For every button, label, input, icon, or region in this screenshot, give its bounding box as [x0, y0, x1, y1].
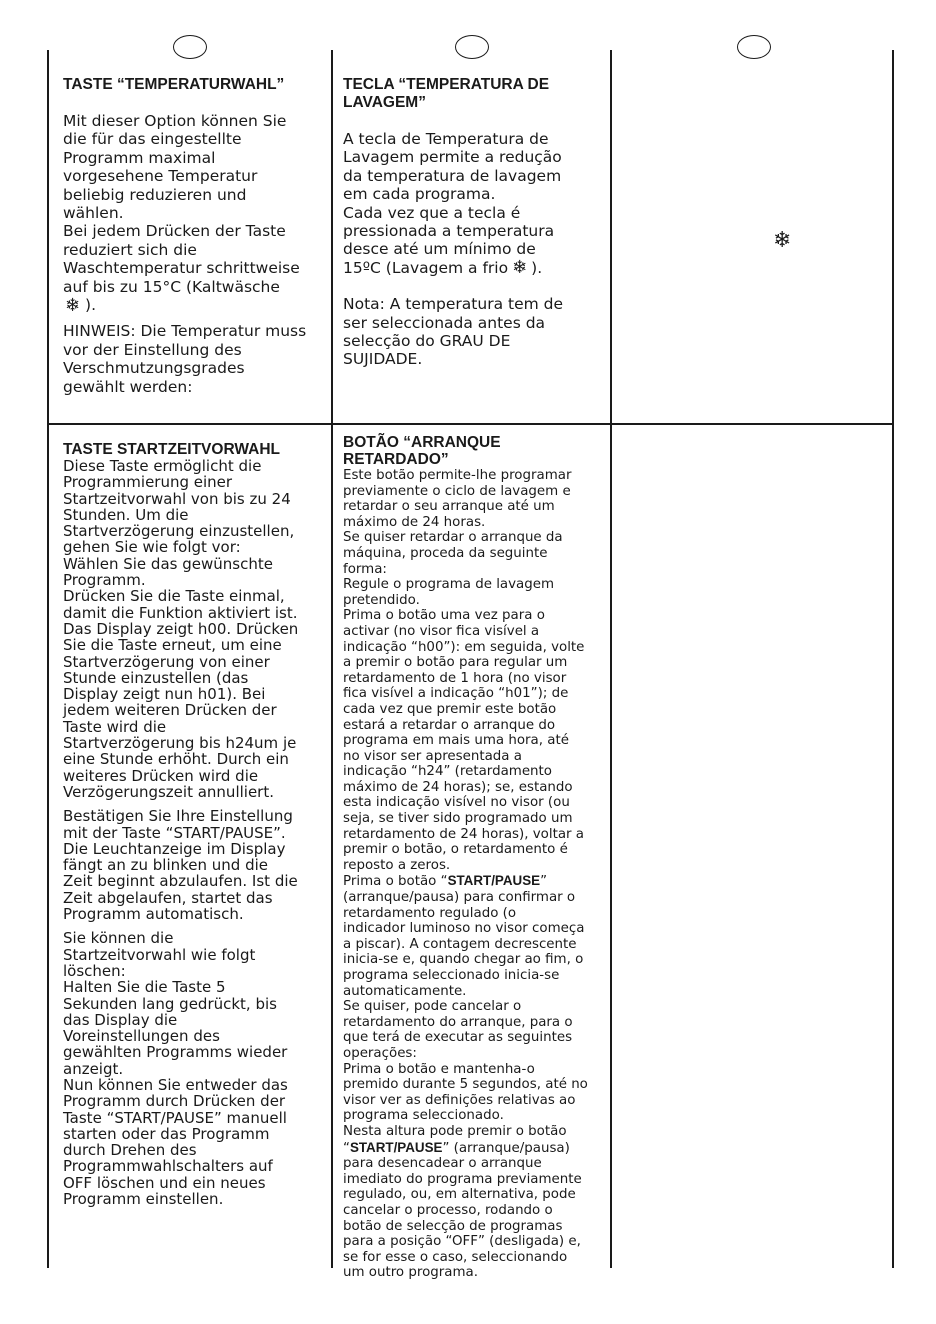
snowflake-icon: ❄: [773, 228, 792, 253]
de-temperature-text: [63, 112, 325, 314]
pt-delay-start-pause-2: START/PAUSE: [349, 1139, 443, 1155]
row-divider: [47, 423, 894, 425]
language-marker-third: [737, 35, 771, 59]
de-temperature-para-end: ).: [85, 296, 97, 315]
pt-temperature-para-end: ).: [531, 258, 543, 277]
snowflake-icon: ❄: [65, 294, 81, 316]
pt-delay-para2: [343, 873, 608, 1139]
pt-delay-para2-pre: Prima o botão “: [343, 874, 448, 890]
de-delay-para3: Sie können die Startzeitvorwahl wie folgt löschen: Halten Sie die Taste 5 Sekunden lang gedrückt, bis das Display die Voreinstellungen des gewählten Programms wieder anzeigt. Nun können Sie entweder das Programm durch Drücken der Taste “START/PAUSE” manuell starten oder das Programm durch Drehen des Programmwahlschalters auf OFF löschen und ein neues Programm einstellen.: [63, 929, 288, 1209]
pt-temperature-text: [343, 130, 605, 277]
de-temperature-section: [63, 76, 325, 396]
pt-temperature-heading: TECLA “TEMPERATURA DE LAVAGEM”: [343, 76, 550, 111]
de-temperature-para: Mit dieser Option können Sie die für das eingestellte Programm maximal vorgesehene Temperatur beliebig reduzieren und wählen. Bei jedem Drücken der Taste reduziert sich die Waschtemperatur schrittweise auf bis zu 15°C (Kaltwäsche: [63, 112, 300, 296]
pt-delay-start-pause: START/PAUSE: [447, 873, 541, 889]
pt-delay-para3: [343, 1140, 608, 1281]
pt-temperature-section: [343, 76, 605, 369]
right-border: [892, 50, 894, 1268]
pt-delay-heading: BOTÃO “ARRANQUE RETARDADO”: [343, 434, 501, 468]
snowflake-icon: ❄: [512, 257, 528, 279]
de-temperature-heading: TASTE “TEMPERATURWAHL”: [63, 76, 285, 93]
de-delay-section: [63, 441, 328, 1207]
pt-delay-para3-post: ” (arranque/pausa) para desencadear o arranque imediato do programa previamente regulado, ou, em alternativa, pode cancelar o processo, rodando o botão de selecção de programas para a posição “OFF” (desligada) e, se for esse o caso, seleccionando um outro programa.: [343, 1140, 582, 1281]
de-temperature-note: HINWEIS: Die Temperatur muss vor der Einstellung des Verschmutzungsgrades gewählt werden:: [63, 322, 307, 396]
pt-temperature-para: A tecla de Temperatura de Lavagem permite a redução da temperatura de lavagem em cada programa. Cada vez que a tecla é pressionada a temperatura desce até um mínimo de 15ºC (Lavagem a frio: [343, 130, 562, 277]
pt-temperature-note: Nota: A temperatura tem de ser seleccionada antes da selecção do GRAU DE SUJIDADE.: [343, 295, 564, 369]
pt-delay-para1: Este botão permite-lhe programar previamente o ciclo de lavagem e retardar o seu arranque até um máximo de 24 horas. Se quiser retardar o arranque da máquina, proceda da seguinte forma: Regule o programa de lavagem pretendido. Prima o botão uma vez para o activar (no visor fica visível a indicação “h00”): em seguida, volte a premir o botão para regular um retardamento de 1 hora (no visor fica visível a indicação “h01”); de cada vez que premir este botão estará a retardar o arranque do programa em mais uma hora, até no visor ser apresentada a indicação “h24” (retardamento máximo de 24 horas); se, estando esta indicação visível no visor (ou seja, se tiver sido programado um retardamento de 24 horas), voltar a premir o botão, o retardamento é reposto a zeros.: [343, 468, 585, 873]
column-divider-1: [331, 50, 333, 1268]
pt-delay-para3-pre: “: [343, 1140, 350, 1156]
pt-delay-section: [343, 434, 608, 1281]
pt-delay-para2-post: ” (arranque/pausa) para confirmar o retardamento regulado (o indicador luminoso no visor começa a piscar). A contagem decrescente inicia-se e, quando chegar ao fim, o programa seleccionado inicia-se automaticamente. Se quiser, pode cancelar o retardamento do arranque, para o que terá de executar as seguintes operações: Prima o botão e mantenha-o premido durante 5 segundos, até no visor ver as definições relativas ao programa seleccionado. Nesta altura pode premir o botão: [343, 874, 588, 1139]
language-marker-pt: [455, 35, 489, 59]
de-delay-heading: TASTE STARTZEITVORWAHL: [63, 441, 280, 458]
language-marker-de: [173, 35, 207, 59]
de-delay-para1: Diese Taste ermöglicht die Programmierung einer Startzeitvorwahl von bis zu 24 Stunden. Um die Startverzögerung einzustellen, gehen Sie wie folgt vor: Wählen Sie das gewünschte Programm. Drücken Sie die Taste einmal, damit die Funktion aktiviert ist. Das Display zeigt h00. Drücken Sie die Taste erneut, um eine Startverzögerung von einer Stunde einzustellen (das Display zeigt nun h01). Bei jedem weiteren Drücken der Taste wird die Startverzögerung bis h24um je eine Stunde erhöht. Durch ein weiteres Drücken wird die Verzögerungszeit annulliert.: [63, 457, 299, 801]
left-border: [47, 50, 49, 1268]
de-delay-para2: Bestätigen Sie Ihre Einstellung mit der Taste “START/PAUSE”. Die Leuchtanzeige im Display fängt an zu blinken und die Zeit beginnt abzulaufen. Ist die Zeit abgelaufen, startet das Programm automatisch.: [63, 807, 298, 924]
column-divider-2: [610, 50, 612, 1268]
